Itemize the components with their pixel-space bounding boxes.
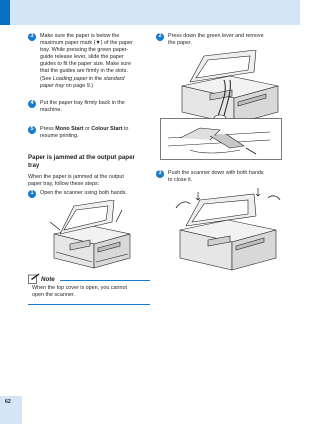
note-bottom-rule: [28, 304, 150, 305]
right-column: [150, 0, 300, 424]
step-number: 4: [28, 100, 36, 108]
page-number: 62: [5, 399, 11, 405]
printer-scanner-open-illustration: [40, 200, 140, 272]
step-number: 3: [156, 170, 164, 178]
step-number: 5: [28, 126, 36, 134]
step-text: Push the scanner down with both hands to close it.: [168, 170, 264, 184]
page-number-box: [0, 396, 22, 424]
step-text: Press Mono Start or Colour Start to resume printing.: [40, 126, 129, 140]
lever-detail-inset: [160, 118, 282, 160]
note-title: Note: [41, 276, 55, 283]
step-number: 1: [28, 190, 36, 198]
step-text: Put the paper tray firmly back in the machine.: [40, 100, 125, 114]
step-text: Press down the green lever and remove the paper.: [168, 33, 264, 47]
note-top-rule: [60, 280, 150, 281]
step-number: 2: [156, 33, 164, 41]
step-text: Open the scanner using both hands.: [40, 190, 127, 196]
step-text: Make sure the paper is below the maximum paper mark (▼) of the paper tray. While pressing the green paper- guide release lever, slide the paper guides to fit the paper size. Make sure that the guides are firmly in the slots. (See Loading paper in the standard paper tray on page 9.): [40, 33, 133, 89]
section-intro: When the paper is jammed at the output paper tray, follow these steps:: [28, 174, 124, 188]
left-column: [0, 0, 150, 424]
section-heading: Paper is jammed at the output paper tray: [28, 154, 135, 169]
note-box: [28, 273, 150, 318]
step-number: 3: [28, 33, 36, 41]
printer-scanner-close-illustration: [168, 188, 288, 274]
note-icon: [28, 273, 40, 284]
note-text: When the top cover is open, you cannot open the scanner.: [32, 285, 127, 299]
